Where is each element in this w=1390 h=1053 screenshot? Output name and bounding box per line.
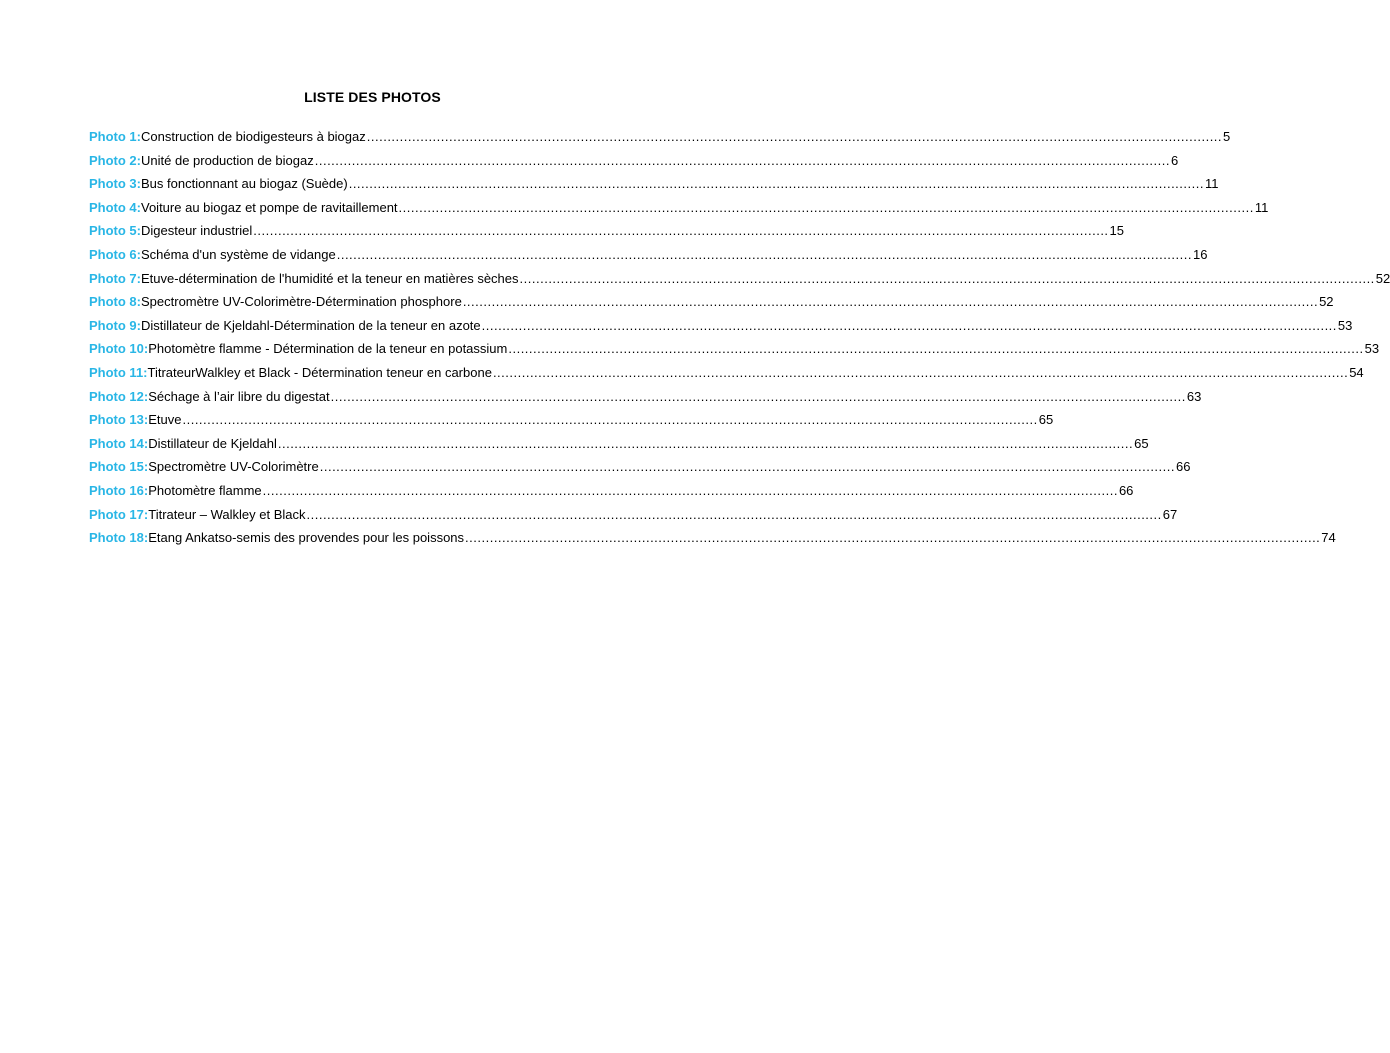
page-number: 53 [1337,317,1353,333]
photo-entry[interactable] [89,246,1208,271]
photo-caption: Etang Ankatso-semis des provendes pour les poissons [148,530,465,546]
page-number: 66 [1118,482,1134,498]
photo-caption: Photomètre flamme - Détermination de la teneur en potassium [148,341,508,357]
page-number: 16 [1192,246,1208,262]
dot-leader [278,436,1133,451]
page-number: 15 [1109,223,1125,239]
photo-label: Photo 14: [89,435,149,451]
photo-caption: Spectromètre UV-Colorimètre-Détermination phosphore [141,294,462,310]
photo-label: Photo 12: [89,388,149,404]
page-number: 52 [1375,270,1390,286]
page-number: 54 [1349,364,1364,380]
photo-entry[interactable] [89,199,1269,224]
photo-caption: Etuve [148,412,182,428]
photo-caption: Titrateur – Walkley et Black [148,506,306,522]
photo-label: Photo 10: [89,341,149,357]
photo-caption: Spectromètre UV-Colorimètre [148,459,319,475]
photo-entry[interactable] [89,152,1179,177]
photo-label: Photo 13: [89,412,149,428]
photo-label: Photo 8: [89,294,141,310]
photo-label: Photo 15: [89,459,149,475]
photo-caption: Distillateur de Kjeldahl [148,435,277,451]
photo-entry[interactable] [89,129,1231,153]
photo-caption: TitrateurWalkley et Black - Détermination teneur en carbone [147,364,492,380]
photo-entry[interactable] [89,482,1134,507]
page-number: 5 [1223,129,1231,144]
photo-caption: Bus fonctionnant au biogaz (Suède) [141,176,348,192]
page-number: 65 [1038,412,1054,428]
page-number: 67 [1162,506,1178,522]
photo-label: Photo 5: [89,223,141,239]
photo-entry[interactable] [89,412,1054,436]
photo-entry[interactable] [89,388,1202,413]
photo-entry[interactable] [89,317,1353,342]
photo-entry[interactable] [89,294,1334,318]
dot-leader [367,129,1222,144]
photo-entry[interactable] [89,223,1125,247]
photo-entry[interactable] [89,176,1219,200]
photo-caption: Voiture au biogaz et pompe de ravitaillement [141,199,398,215]
photo-caption: Digesteur industriel [141,223,253,239]
photo-entry[interactable] [89,506,1178,531]
page-number: 52 [1319,294,1334,310]
page-title: LISTE DES PHOTOS [304,89,441,105]
dot-leader [482,318,1337,333]
photo-entry[interactable] [89,435,1149,460]
page-number: 53 [1364,341,1380,357]
dot-leader [493,365,1348,380]
dot-leader [307,507,1162,522]
photo-caption: Construction de biodigesteurs à biogaz [141,129,366,144]
photo-entry[interactable] [89,459,1191,483]
photo-label: Photo 17: [89,506,149,522]
photo-label: Photo 18: [89,530,149,546]
photo-caption: Etuve-détermination de l'humidité et la teneur en matières sèches [141,270,519,286]
photo-entry[interactable] [89,364,1364,389]
dot-leader [349,176,1204,191]
photo-label: Photo 2: [89,152,141,168]
photo-entry[interactable] [89,530,1336,554]
dot-leader [399,200,1254,215]
dot-leader [315,153,1170,168]
photo-label: Photo 1: [89,129,141,144]
photo-label: Photo 3: [89,176,141,192]
dot-leader [465,530,1320,545]
photo-list [89,129,1390,554]
photo-label: Photo 4: [89,199,141,215]
photo-entry[interactable] [89,270,1390,295]
dot-leader [253,223,1108,238]
dot-leader [182,412,1037,427]
page-number: 65 [1134,435,1149,451]
page-number: 66 [1176,459,1191,475]
dot-leader [331,389,1186,404]
page-number: 11 [1204,176,1219,192]
dot-leader [463,294,1318,309]
photo-entry[interactable] [89,341,1380,365]
dot-leader [520,271,1375,286]
photo-label: Photo 6: [89,246,141,262]
page-number: 74 [1321,530,1336,546]
photo-caption: Schéma d'un système de vidange [141,246,336,262]
page-number: 6 [1171,152,1179,168]
photo-label: Photo 7: [89,270,141,286]
page-number: 11 [1254,199,1269,215]
photo-caption: Unité de production de biogaz [141,152,314,168]
photo-caption: Photomètre flamme [148,482,262,498]
dot-leader [263,483,1118,498]
dot-leader [337,247,1192,262]
photo-label: Photo 9: [89,317,141,333]
page-number: 63 [1186,388,1202,404]
photo-label: Photo 11: [89,364,148,380]
photo-label: Photo 16: [89,482,149,498]
dot-leader [320,459,1175,474]
photo-caption: Séchage à l’air libre du digestat [148,388,330,404]
photo-caption: Distillateur de Kjeldahl-Détermination de la teneur en azote [141,317,481,333]
dot-leader [508,341,1363,356]
